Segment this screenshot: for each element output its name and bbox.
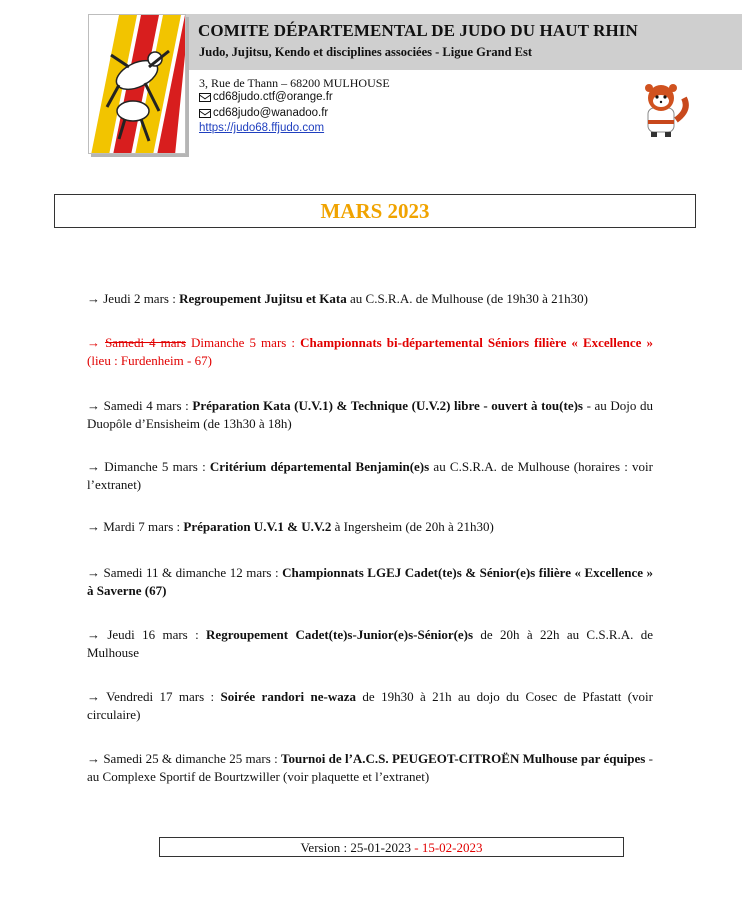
entry-event: Soirée randori ne-waza: [220, 689, 357, 704]
entry-date: Mardi 7 mars :: [103, 519, 184, 534]
agenda-entry: [87, 397, 653, 433]
agenda-entry: [87, 518, 653, 536]
entry-date: Dimanche 5 mars :: [104, 459, 210, 474]
month-title-box: [54, 194, 696, 228]
email-row-2[interactable]: [199, 107, 328, 119]
arrow-icon: →: [87, 519, 100, 534]
arrow-icon: →: [87, 291, 100, 306]
agenda-entry: [87, 458, 653, 494]
entry-event: Championnats bi-départemental Séniors filière « Excellence »: [300, 335, 654, 350]
entry-date: Samedi 4 mars :: [103, 398, 193, 413]
entry-details: de 20h à 22h au C.S.R.A. de Mulhouse: [87, 627, 653, 660]
judo-logo-icon: [88, 14, 186, 154]
entry-details: - au Complexe Sportif de Bourtzwiller (voir plaquette et l’extranet): [87, 751, 653, 784]
entry-details: (lieu : Furdenheim - 67): [87, 353, 212, 368]
email-row-1[interactable]: [199, 91, 333, 103]
entry-event: Tournoi de l’A.C.S. PEUGEOT-CITROËN Mulhouse par équipes: [281, 751, 646, 766]
entry-date: Jeudi 2 mars :: [103, 291, 180, 306]
email-2[interactable]: cd68judo@wanadoo.fr: [213, 107, 329, 119]
entry-event: Préparation U.V.1 & U.V.2: [183, 519, 332, 534]
arrow-icon: →: [87, 335, 100, 350]
postal-address: 3, Rue de Thann – 68200 MULHOUSE: [199, 76, 390, 90]
arrow-icon: →: [87, 689, 100, 704]
arrow-icon: →: [87, 398, 100, 413]
judo-logo-graphic: [89, 15, 186, 154]
agenda-entry: [87, 626, 653, 662]
month-title: MARS 2023: [320, 199, 430, 223]
red-panda-mascot-icon: [636, 80, 690, 138]
arrow-icon: →: [87, 627, 100, 642]
agenda-entry: [87, 750, 653, 786]
mail-icon: [199, 93, 211, 102]
entry-event: Regroupement Jujitsu et Kata: [179, 291, 347, 306]
arrow-icon: →: [87, 751, 100, 766]
version-updated: 15-02-2023: [421, 840, 483, 855]
entry-date: Dimanche 5 mars :: [185, 335, 301, 350]
org-subtitle: Judo, Jujitsu, Kendo et disciplines associées - Ligue Grand Est: [199, 45, 533, 59]
arrow-icon: →: [87, 565, 100, 580]
agenda-entry: [87, 334, 653, 370]
entry-event: Préparation Kata (U.V.1) & Technique (U.V.2) libre - ouvert à tou(te)s: [192, 398, 583, 413]
entry-date: Samedi 25 & dimanche 25 mars :: [103, 751, 282, 766]
org-title: COMITE DÉPARTEMENTAL DE JUDO DU HAUT RHIN: [198, 21, 638, 40]
entry-event: Critérium départemental Benjamin(e)s: [209, 459, 430, 474]
entry-details: à Ingersheim (de 20h à 21h30): [331, 519, 494, 534]
agenda-entry: [87, 688, 653, 724]
arrow-icon: →: [87, 459, 100, 474]
entry-details: au C.S.R.A. de Mulhouse (de 19h30 à 21h30): [346, 291, 588, 306]
entry-cancelled-date: Samedi 4 mars: [105, 335, 186, 350]
entry-date: Samedi 11 & dimanche 12 mars :: [103, 565, 283, 580]
version-separator: -: [410, 840, 422, 855]
version-label: Version : 25-01-2023: [300, 840, 411, 855]
mail-icon: [199, 109, 211, 118]
email-1[interactable]: cd68judo.ctf@orange.fr: [213, 91, 333, 103]
version-box: [159, 837, 624, 857]
website-link[interactable]: https://judo68.ffjudo.com: [199, 122, 325, 134]
entry-date: Vendredi 17 mars :: [106, 689, 221, 704]
entry-details: au C.S.R.A. de Mulhouse (horaires : voir l’extranet): [87, 459, 653, 492]
agenda-entry: [87, 564, 653, 600]
entry-date: Jeudi 16 mars :: [107, 627, 207, 642]
agenda-entry: [87, 290, 653, 308]
entry-event: Regroupement Cadet(te)s-Junior(e)s-Sénior(e)s: [206, 627, 474, 642]
entry-details: - au Dojo du Duopôle d’Ensisheim (de 13h30 à 18h): [87, 398, 653, 431]
entry-details: de 19h30 à 21h au dojo du Cosec de Pfastatt (voir circulaire): [87, 689, 654, 722]
entry-event: Championnats LGEJ Cadet(te)s & Sénior(e)s filière « Excellence » à Saverne (67): [87, 565, 653, 598]
